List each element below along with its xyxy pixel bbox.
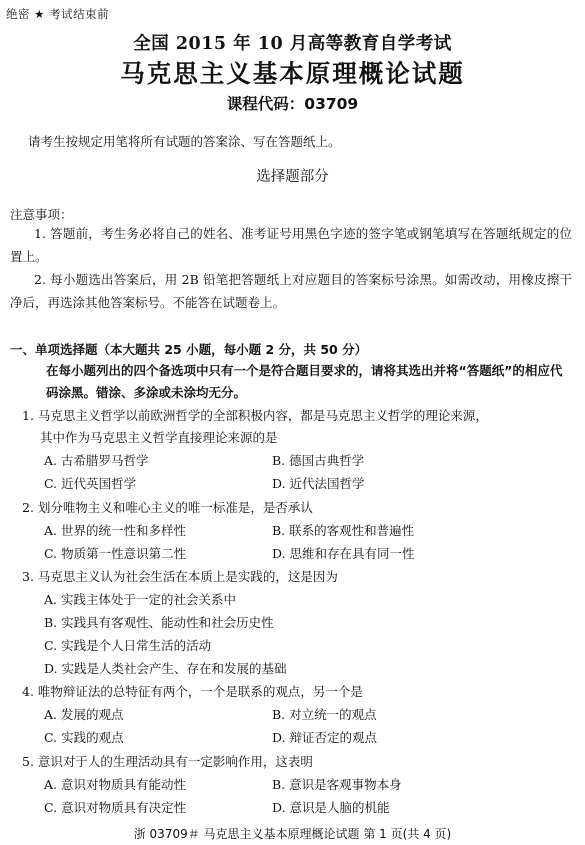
section-note: 在每小题列出的四个备选项中只有一个是符合题目要求的，请将其选出并将“答题纸”的相应代码涂黑。错涂、多涂或未涂均无分。 bbox=[46, 363, 563, 400]
option-row bbox=[22, 449, 574, 472]
confidential-mark: 绝密 ★ 考试结束前 bbox=[6, 7, 110, 21]
option-row bbox=[22, 773, 574, 796]
question-1 bbox=[22, 405, 574, 495]
subject-title: 马克思主义基本原理概论试题 bbox=[120, 59, 465, 88]
option-row bbox=[22, 542, 574, 565]
option-row bbox=[22, 519, 574, 542]
option-a: A. 发展的观点 bbox=[44, 707, 124, 722]
notice-heading: 注意事项： bbox=[10, 207, 73, 222]
option-a: A. 实践主体处于一定的社会关系中 bbox=[44, 592, 236, 607]
option-a: A. 意识对物质具有能动性 bbox=[44, 777, 186, 792]
notice-item-1: 1. 答题前，考生务必将自己的姓名、准考证号用黑色字迹的签字笔或钢笔填写在答题纸规定的位置上。 bbox=[10, 226, 572, 264]
exam-title: 全国 2015 年 10 月高等教育自学考试 bbox=[133, 34, 452, 54]
option-b: B. 意识是客观事物本身 bbox=[272, 777, 402, 792]
option-a: A. 世界的统一性和多样性 bbox=[44, 523, 186, 538]
question-stem: 3. 马克思主义认为社会生活在本质上是实践的，这是因为 bbox=[22, 569, 338, 584]
option-row bbox=[22, 472, 574, 495]
option-c: C. 意识对物质具有决定性 bbox=[44, 800, 187, 815]
option-a: A. 古希腊罗马哲学 bbox=[44, 453, 149, 468]
option-c: C. 物质第一性意识第二性 bbox=[44, 546, 187, 561]
option-b: B. 对立统一的观点 bbox=[272, 707, 377, 722]
option-row bbox=[22, 726, 574, 749]
option-d: D. 辩证否定的观点 bbox=[272, 730, 378, 745]
option-row bbox=[22, 703, 574, 726]
option-c: C. 实践是个人日常生活的活动 bbox=[44, 638, 212, 653]
option-d: D. 意识是人脑的机能 bbox=[272, 800, 390, 815]
notice-item-2: 2. 每小题选出答案后，用 2B 铅笔把答题纸上对应题目的答案标号涂黑。如需改动，用橡皮擦干净后，再选涂其他答案标号。不能答在试题卷上。 bbox=[10, 272, 572, 310]
question-stem: 4. 唯物辩证法的总特征有两个，一个是联系的观点，另一个是 bbox=[22, 684, 363, 699]
question-stem: 5. 意识对于人的生理活动具有一定影响作用，这表明 bbox=[22, 754, 313, 769]
option-c: C. 近代英国哲学 bbox=[44, 476, 137, 491]
question-3 bbox=[22, 566, 574, 680]
section-heading: 一、单项选择题（本大题共 25 小题，每小题 2 分，共 50 分） bbox=[10, 342, 368, 357]
course-code: 课程代码：03709 bbox=[226, 95, 359, 113]
question-stem: 2. 划分唯物主义和唯心主义的唯一标准是，是否承认 bbox=[22, 500, 313, 515]
option-c: C. 实践的观点 bbox=[44, 730, 124, 745]
option-d: D. 思维和存在具有同一性 bbox=[272, 546, 415, 561]
answer-instruction: 请考生按规定用笔将所有试题的答案涂、写在答题纸上。 bbox=[28, 134, 341, 149]
option-b: B. 联系的客观性和普遍性 bbox=[272, 523, 415, 538]
option-row bbox=[22, 796, 574, 819]
option-b: B. 德国古典哲学 bbox=[272, 453, 365, 468]
question-stem: 1. 马克思主义哲学以前欧洲哲学的全部积极内容，都是马克思主义哲学的理论来源， 其中作为马克思主义哲学直接理论来源的是 bbox=[22, 408, 488, 445]
option-d: D. 实践是人类社会产生、存在和发展的基础 bbox=[44, 661, 287, 676]
option-d: D. 近代法国哲学 bbox=[272, 476, 365, 491]
part-heading: 选择题部分 bbox=[256, 169, 329, 185]
option-b: B. 实践具有客观性、能动性和社会历史性 bbox=[44, 615, 274, 630]
question-2 bbox=[22, 497, 574, 565]
question-4 bbox=[22, 681, 574, 749]
page-footer: 浙 03709＃ 马克思主义基本原理概论试题 第 1 页(共 4 页) bbox=[133, 827, 452, 841]
question-5 bbox=[22, 751, 574, 819]
